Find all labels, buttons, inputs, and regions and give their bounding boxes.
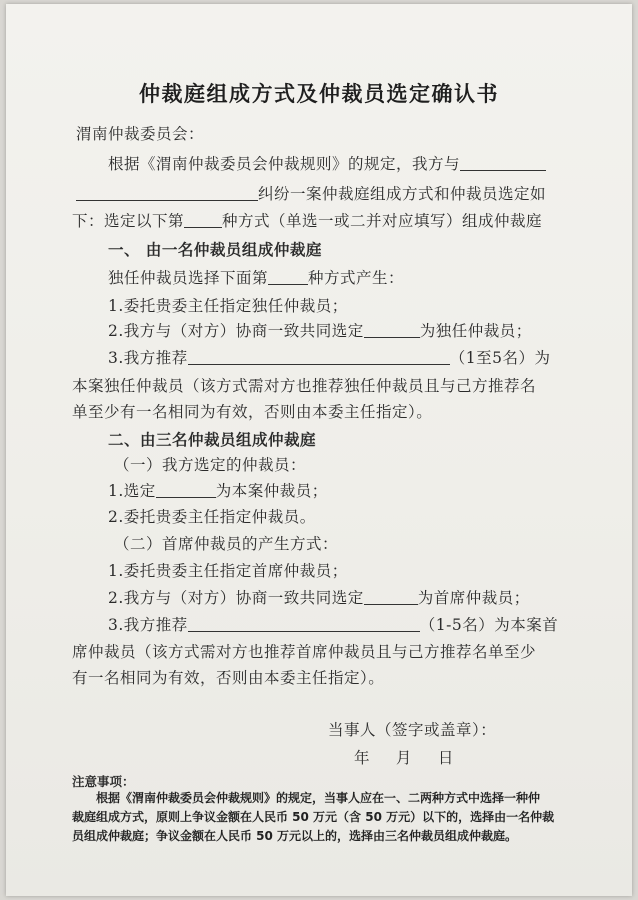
addressee: 渭南仲裁委员会： bbox=[76, 125, 205, 143]
notes-line-3: 员组成仲裁庭；争议金额在人民币 50 万元以上的，选择由三名仲裁员组成仲裁庭。 bbox=[72, 829, 518, 843]
document-page bbox=[6, 4, 632, 896]
notes-line-2: 裁庭组成方式，原则上争议金额在人民币 50 万元（含 50 万元）以下的，选择由一名仲裁 bbox=[72, 810, 555, 824]
notes-title: 注意事项： bbox=[72, 774, 135, 789]
section1-choose-b: 种方式产生： bbox=[308, 269, 405, 287]
section2-sub2-option-3-end: 有一名相同为有效，否则由本委主任指定）。 bbox=[72, 669, 385, 687]
notes-line-1: 根据《渭南仲裁委员会仲裁规则》的规定，当事人应在一、二两种方式中选择一种仲 bbox=[96, 791, 541, 805]
counterparty-blank[interactable] bbox=[460, 155, 546, 172]
document-title: 仲裁庭组成方式及仲裁员选定确认书 bbox=[139, 81, 499, 106]
signature-date: 年 月 日 bbox=[354, 749, 456, 767]
section1-heading: 一、 由一名仲裁员组成仲裁庭 bbox=[108, 240, 322, 259]
section2-heading: 二、由三名仲裁员组成仲裁庭 bbox=[108, 430, 317, 449]
section1-choose-a: 独任仲裁员选择下面第 bbox=[108, 269, 269, 287]
section2-sub2: （二）首席仲裁员的产生方式： bbox=[114, 535, 339, 553]
dispute-blank[interactable] bbox=[76, 185, 258, 202]
section1-opt2-b: 为独任仲裁员； bbox=[419, 322, 532, 340]
section1-opt3-b: （1至5名）为 bbox=[449, 349, 551, 367]
signature-party: 当事人（签字或盖章）： bbox=[328, 721, 497, 739]
arbitrator-select-blank[interactable] bbox=[156, 482, 216, 499]
section2-sub2-opt3-b: （1-5名）为本案首 bbox=[419, 616, 559, 634]
section2-sub1-option-1 bbox=[108, 479, 328, 501]
method-choice-blank[interactable] bbox=[184, 212, 222, 229]
intro-line-3 bbox=[72, 209, 542, 231]
chief-joint-blank[interactable] bbox=[364, 589, 418, 606]
intro-line-2 bbox=[76, 182, 546, 204]
intro-text-3b: 种方式（单选一或二并对应填写）组成仲裁庭 bbox=[222, 212, 543, 230]
section1-option-3 bbox=[108, 346, 551, 368]
sole-joint-blank[interactable] bbox=[364, 322, 420, 339]
intro-text-2: 纠纷一案仲裁庭组成方式和仲裁员选定如 bbox=[258, 185, 547, 203]
section2-sub2-option-2 bbox=[108, 586, 530, 608]
section1-opt3-a: 3.我方推荐 bbox=[108, 349, 188, 367]
section2-sub2-opt3-a: 3.我方推荐 bbox=[108, 616, 188, 634]
section1-option-3-end: 单至少有一名相同为有效，否则由本委主任指定）。 bbox=[72, 403, 433, 421]
section2-sub2-opt2-a: 2.我方与（对方）协商一致共同选定 bbox=[108, 589, 364, 607]
section2-sub1-option-2: 2.委托贵委主任指定仲裁员。 bbox=[108, 508, 316, 526]
section2-sub2-option-1: 1.委托贵委主任指定首席仲裁员； bbox=[108, 562, 348, 580]
section2-sub1: （一）我方选定的仲裁员： bbox=[114, 456, 307, 474]
chief-recommend-blank[interactable] bbox=[188, 616, 420, 633]
section2-sub2-option-3 bbox=[108, 613, 558, 635]
section1-choose bbox=[108, 266, 404, 288]
section1-option-3-cont: 本案独任仲裁员（该方式需对方也推荐独任仲裁员且与己方推荐名 bbox=[72, 377, 537, 395]
notes-body bbox=[72, 789, 572, 846]
section1-option-1: 1.委托贵委主任指定独任仲裁员； bbox=[108, 297, 348, 315]
intro-text-3a: 下：选定以下第 bbox=[72, 212, 185, 230]
section2-sub2-opt2-b: 为首席仲裁员； bbox=[417, 589, 530, 607]
intro-line-1 bbox=[108, 152, 546, 174]
section1-opt2-a: 2.我方与（对方）协商一致共同选定 bbox=[108, 322, 364, 340]
sole-recommend-blank[interactable] bbox=[188, 349, 450, 366]
intro-text-1: 根据《渭南仲裁委员会仲裁规则》的规定，我方与 bbox=[108, 155, 461, 173]
section2-sub2-option-3-cont: 席仲裁员（该方式需对方也推荐首席仲裁员且与己方推荐名单至少 bbox=[72, 643, 537, 661]
section1-option-2 bbox=[108, 319, 532, 341]
section2-sub1-opt1-a: 1.选定 bbox=[108, 482, 156, 500]
section2-sub1-opt1-b: 为本案仲裁员； bbox=[215, 482, 328, 500]
sole-method-blank[interactable] bbox=[268, 269, 308, 286]
